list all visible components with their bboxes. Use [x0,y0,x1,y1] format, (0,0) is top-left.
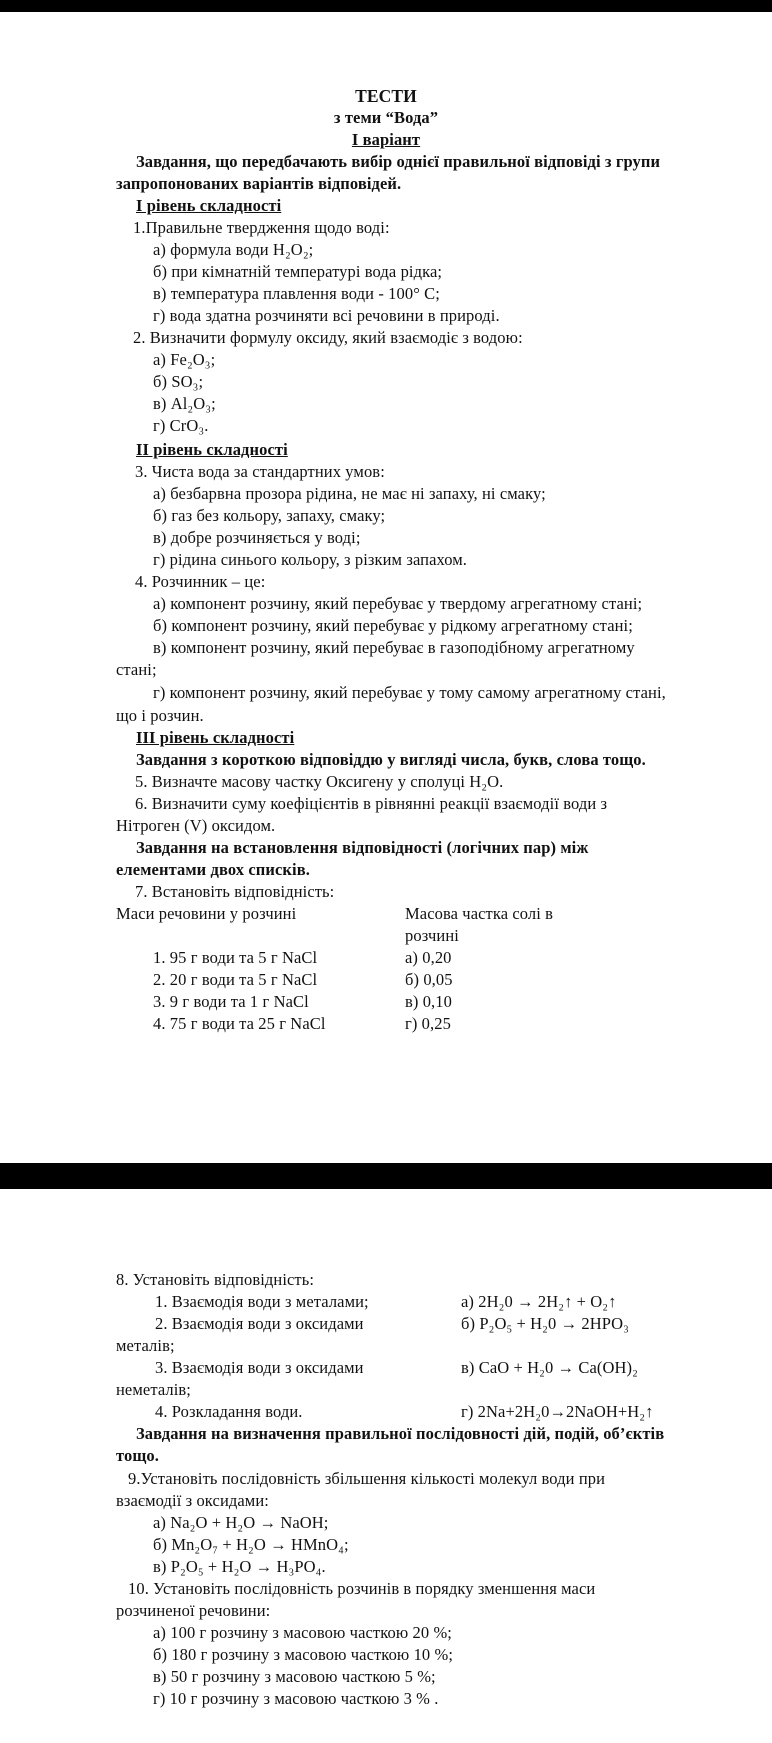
q2-option-d: г) CrO₃. [153,416,209,435]
q4-option-c-cont: стані; [116,660,157,679]
sequence-heading-1: Завдання на визначення правильної послідовності дій, подій, об’єктів [136,1424,665,1443]
q7-right-header-1: Масова частка солі в [405,904,554,923]
q1-option-b: б) при кімнатній температурі вода рідка; [153,262,443,281]
instruction-line-2: запропонованих варіантів відповідей. [116,174,402,193]
q6-text-line-2: Нітроген (V) оксидом. [116,816,276,835]
q4-option-b: б) компонент розчину, який перебуває у рідкому агрегатному стані; [153,616,633,635]
q8-left-item-2: 2. Взаємодія води з оксидами [155,1314,364,1333]
q10-option-d: г) 10 г розчину з масовою часткою 3 % . [153,1689,439,1708]
q9-option-c: в) P₂O₅ + H₂O → H₃PO₄. [153,1557,326,1576]
q1-option-a: а) формула води H₂O₂; [153,240,314,259]
q2-option-b: б) SO₃; [153,372,204,391]
matching-heading-2: елементами двох списків. [116,860,310,879]
q10-option-a: а) 100 г розчину з масовою часткою 20 %; [153,1623,452,1642]
q8-left-item-2-cont: металів; [116,1336,175,1355]
q7-right-header-2: розчині [405,926,459,945]
q7-left-item-4: 4. 75 г води та 25 г NaCl [153,1014,326,1033]
q7-right-item-c: в) 0,10 [405,992,452,1011]
q3-option-b: б) газ без кольору, запаху, смаку; [153,506,386,525]
q5-text: 5. Визначте масову частку Оксигену у сполуці H₂O. [135,772,504,791]
q7-left-item-3: 3. 9 г води та 1 г NaCl [153,992,309,1011]
doc-variant: І варіант [351,130,421,149]
sequence-heading-2: тощо. [116,1446,159,1465]
q8-right-item-a: а) 2H₂0 → 2H₂↑ + O₂↑ [461,1292,617,1311]
q10-option-c: в) 50 г розчину з масовою часткою 5 %; [153,1667,436,1686]
page-break-bar [0,1163,772,1189]
q4-option-a: а) компонент розчину, який перебуває у твердому агрегатному стані; [153,594,643,613]
level-1-heading: І рівень складності [136,196,282,215]
q8-right-item-b: б) P₂O₅ + H₂0 → 2HPO₃ [461,1314,629,1333]
q7-right-item-d: г) 0,25 [405,1014,451,1033]
q9-text-line-2: взаємодії з оксидами: [116,1491,269,1510]
q7-right-item-a: а) 0,20 [405,948,452,967]
q8-left-item-1: 1. Взаємодія води з металами; [155,1292,369,1311]
q1-option-d: г) вода здатна розчиняти всі речовини в природі. [153,306,500,325]
level-2-heading: ІІ рівень складності [136,440,288,459]
q3-text: 3. Чиста вода за стандартних умов: [135,462,385,481]
q4-option-d: г) компонент розчину, який перебуває у тому самому агрегатному стані, [153,683,666,702]
doc-topic: з теми “Вода” [333,108,439,127]
q3-option-d: г) рідина синього кольору, з різким запахом. [153,550,468,569]
q4-option-d-cont: що і розчин. [116,706,204,725]
q8-left-item-4: 4. Розкладання води. [155,1402,303,1421]
q3-option-c: в) добре розчиняється у воді; [153,528,361,547]
instruction-line-1: Завдання, що передбачають вибір однієї правильної відповіді з групи [136,152,661,171]
q8-text: 8. Установіть відповідність: [116,1270,315,1289]
q1-text: 1.Правильне твердження щодо воді: [133,218,390,237]
q9-option-b: б) Mn₂O₇ + H₂O → HMnO₄; [153,1535,349,1554]
q10-text-line-2: розчиненої речовини: [116,1601,271,1620]
q8-left-item-3-cont: неметалів; [116,1380,191,1399]
q4-text: 4. Розчинник – це: [135,572,266,591]
q2-option-a: а) Fe₂O₃; [153,350,216,369]
short-answer-heading: Завдання з короткою відповіддю у вигляді числа, букв, слова тощо. [136,750,646,769]
q8-right-item-d: г) 2Na+2H₂0→2NaOH+H₂↑ [461,1402,654,1421]
q7-left-header: Маси речовини у розчині [116,904,297,923]
q2-option-c: в) Al₂O₃; [153,394,216,413]
level-3-heading: ІІІ рівень складності [136,728,295,747]
q8-right-item-c: в) CaO + H₂0 → Ca(OH)₂ [461,1358,638,1377]
q10-option-b: б) 180 г розчину з масовою часткою 10 %; [153,1645,454,1664]
q3-option-a: а) безбарвна прозора рідина, не має ні запаху, ні смаку; [153,484,546,503]
q7-left-item-1: 1. 95 г води та 5 г NaCl [153,948,318,967]
q6-text-line-1: 6. Визначити суму коефіцієнтів в рівнянні реакції взаємодії води з [135,794,608,813]
q9-option-a: а) Na₂O + H₂O → NaOH; [153,1513,329,1532]
q7-text: 7. Встановіть відповідність: [135,882,335,901]
q4-option-c: в) компонент розчину, який перебуває в газоподібному агрегатному [153,638,635,657]
q1-option-c: в) температура плавлення води - 100° C; [153,284,440,303]
q7-right-item-b: б) 0,05 [405,970,453,989]
q2-text: 2. Визначити формулу оксиду, який взаємодіє з водою: [133,328,523,347]
q7-left-item-2: 2. 20 г води та 5 г NaCl [153,970,318,989]
q8-left-item-3: 3. Взаємодія води з оксидами [155,1358,364,1377]
q10-text-line-1: 10. Установіть послідовність розчинів в порядку зменшення маси [128,1579,596,1598]
q9-text-line-1: 9.Установіть послідовність збільшення кількості молекул води при [128,1469,606,1488]
doc-title: ТЕСТИ [355,86,417,106]
matching-heading-1: Завдання на встановлення відповідності (логічних пар) між [136,838,589,857]
top-black-bar [0,0,772,12]
